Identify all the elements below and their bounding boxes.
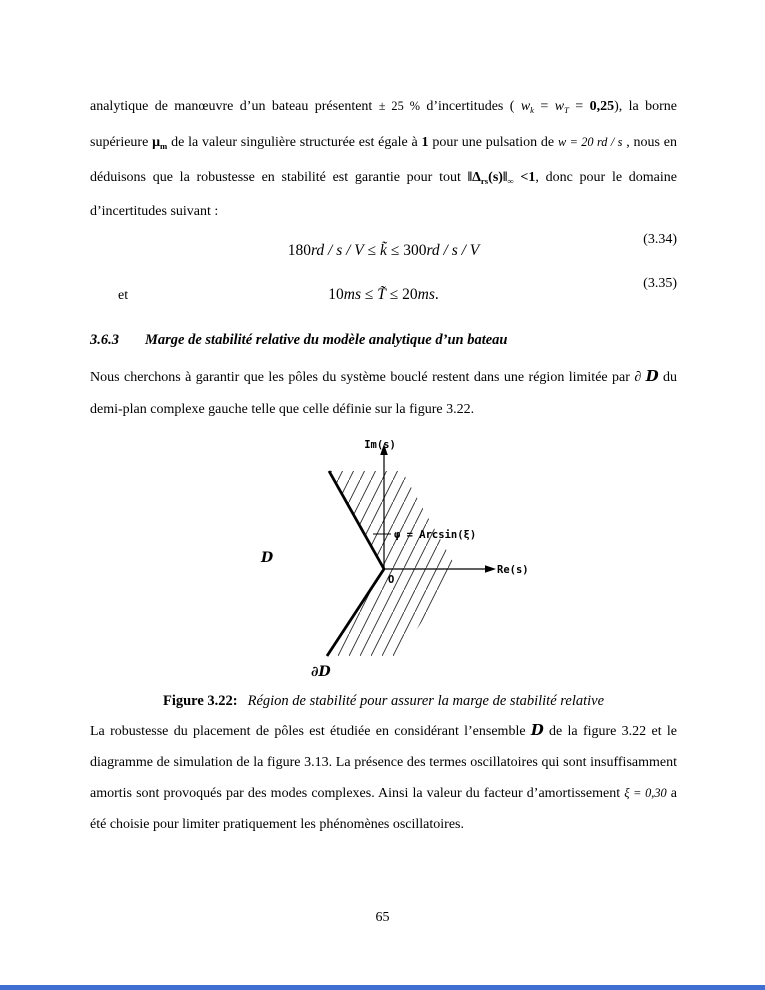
equation-label-334: (3.34) bbox=[643, 232, 677, 248]
equation-row-334 bbox=[90, 232, 677, 272]
re-axis-arrow bbox=[485, 565, 496, 573]
closing-paragraph: La robustesse du placement de pôles est étudiée en considérant l’ensemble D de la figure 3.22 et le diagramme de simulation de la figure 3.13. La présence des termes oscillatoires qui sont insuffisamment amortis sont provoqués par des modes complexes. Ainsi la valeur du facteur d’amortissement ξ = 0,30 a été choisie pour limiter pratiquement les phénomènes oscillatoires. bbox=[90, 722, 677, 832]
equation-prefix-et: et bbox=[118, 288, 129, 304]
equation-334: 180rd / s / V ≤ k̃ ≤ 300rd / s / V bbox=[287, 242, 480, 260]
equation-335: 10ms ≤ T̃ ≤ 20ms. bbox=[328, 286, 439, 304]
re-axis-label: Re(s) bbox=[496, 564, 529, 577]
section-title: Marge de stabilité relative du modèle analytique d’un bateau bbox=[145, 332, 508, 349]
equation-row-335 bbox=[90, 276, 677, 316]
figure-caption-text: Région de stabilité pour assurer la marge de stabilité relative bbox=[247, 693, 605, 710]
figure-caption bbox=[90, 693, 677, 710]
section-number: 3.6.3 bbox=[90, 332, 119, 349]
stability-region-diagram bbox=[239, 436, 529, 686]
viewer-bottom-bar bbox=[0, 985, 765, 990]
origin-label: O bbox=[387, 574, 394, 587]
boundary-label: ∂D bbox=[310, 664, 331, 681]
angle-label: φ = Arcsin(ξ) bbox=[393, 529, 476, 542]
domain-label: D bbox=[260, 550, 273, 567]
im-axis-label: Im(s) bbox=[363, 439, 396, 452]
equation-label-335: (3.35) bbox=[643, 276, 677, 292]
section-heading-363 bbox=[90, 332, 677, 349]
page-content bbox=[90, 90, 677, 840]
page-number: 65 bbox=[375, 910, 390, 925]
intro-paragraph: analytique de manœuvre d’un bateau présentent ± 25 % d’incertitudes ( wk = wT = 0,25), la borne supérieure μm de la valeur singulière structurée est égale à 1 pour une pulsation de w = 20 rd / s , nous en déduisons que la robustesse en stabilité est garantie pour tout ‖Δrs(s)‖∞ <1, donc pour le domaine d’incertitudes suivant : bbox=[90, 99, 677, 220]
region-paragraph: Nous cherchons à garantir que les pôles du système bouclé restent dans une région limitée par ∂ D du demi-plan complexe gauche telle que celle définie sur la figure 3.22. bbox=[90, 368, 678, 418]
figure-caption-label: Figure 3.22: bbox=[162, 693, 238, 710]
figure-3-22 bbox=[90, 436, 677, 691]
